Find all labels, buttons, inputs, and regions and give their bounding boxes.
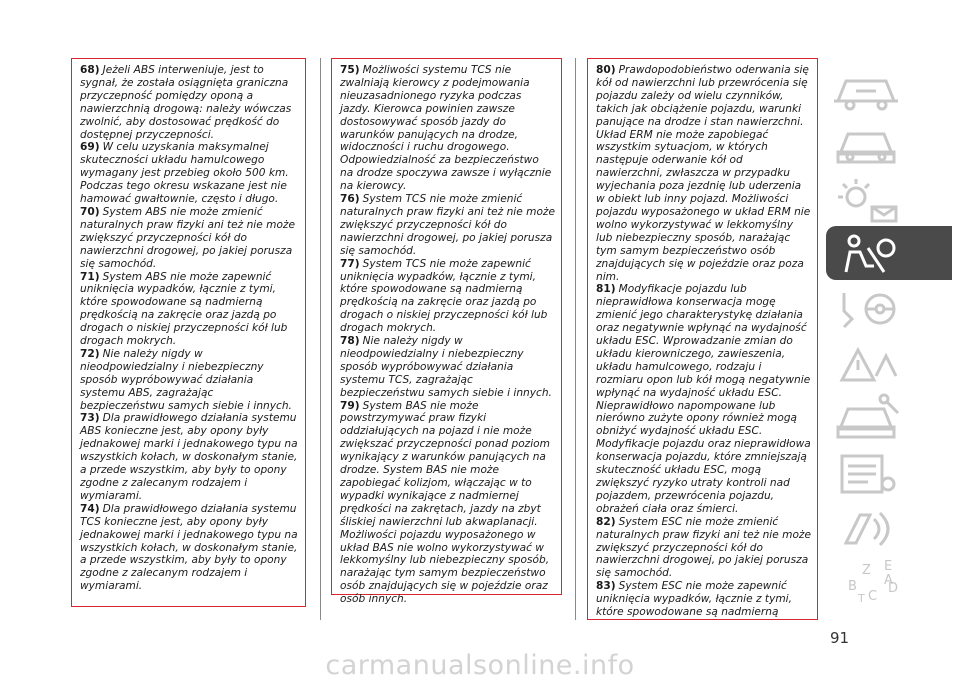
chapter-tab-technical[interactable] <box>826 446 952 500</box>
notes-column-2 <box>331 58 562 606</box>
note-number: 77) <box>340 257 360 270</box>
safety-note <box>340 258 555 335</box>
lights-climate-icon <box>826 171 952 225</box>
note-number: 80) <box>596 64 616 76</box>
chapter-tab-index[interactable] <box>826 556 952 610</box>
note-text: Nie należy nigdy w nieodpowiedzialny i niebezpieczny sposób wypróbowywać działania systemu ABS, zagrażając bezpieczeństwu samych siebie i innych. <box>80 347 292 412</box>
index-letter-a: A <box>884 573 893 588</box>
note-number: 72) <box>80 347 100 360</box>
note-text: Nie należy nigdy w nieodpowiedzialny i niebezpieczny sposób wypróbowywać działania systemu TCS, zagrażając bezpieczeństwu samych siebie i innych. <box>340 335 552 399</box>
safety-note <box>80 141 299 206</box>
note-text: System TCS nie może zapewnić uniknięcia wypadków, łącznie z tymi, które spowodowane są nadmierną prędkością na zakręcie oraz jazdą po drogach o niskiej przyczepności kół lub drogach mokrych. <box>340 257 548 335</box>
note-text: System BAS nie może powstrzymywać praw fizyki oddziałujących na pojazd i nie może zwiększać przyczepności ponad poziom wynikający z warunków panujących na drodze. System BAS nie może zapobiegać kolizjom, włączając w to wypadki wynikające z nadmiernej prędkości na zakrętach, jazdy na zbyt śliskiej nawierzchni lub akwaplanacji. Możliwości pojazdu wyposażonego w układ BAS nie wolno wykorzystywać w lekkomyślny lub niebezpieczny sposób, narażając tym samym bezpieczeństwo osób znajdujących się w pojeździe oraz osób innych. <box>340 399 550 606</box>
note-text: W celu uzyskania maksymalnej skuteczności układu hamulcowego wymagany jest przebieg około 500 km. Podczas tego okresu wskazane jest nie hamować gwałtownie, często i długo. <box>80 141 289 206</box>
safety-note <box>80 503 299 593</box>
watermark: carmanualsonline.info <box>0 648 960 683</box>
warning-emergency-icon <box>826 336 952 390</box>
index-letter-e: E <box>884 559 893 574</box>
note-number: 69) <box>80 141 100 154</box>
note-number: 79) <box>340 399 360 412</box>
chapter-tab-safety[interactable] <box>826 226 952 280</box>
note-text: Dla prawidłowego działania systemu TCS konieczne jest, aby opony były jednakowej marki i jednakowego typu na wszystkich kołach, w doskonałym stanie, a przede wszystkim, aby były to opony zgodne z zalecanym rodzajem i wymiarami. <box>80 502 298 593</box>
safety-note <box>80 271 299 348</box>
page-number: 91 <box>830 629 850 647</box>
index-letter-b: B <box>848 579 857 594</box>
note-text: System ABS nie może zapewnić uniknięcia wypadków, łącznie z tymi, które spowodowane są nadmierną prędkością na zakręcie oraz jazdą po drogach o niskiej przyczepności kół lub drogach mokrych. <box>80 270 288 348</box>
alphabetical-index-icon <box>826 556 952 610</box>
note-text: Modyfikacje pojazdu lub nieprawidłowa konserwacja mogę zmienić jego charakterystykę działania oraz negatywnie wpłynąć na wydajność układu ESC. Wprowadzanie zmian do układu kierowniczego, zawieszenia, układu hamulcowego, rodzaju i rozmiaru opon lub kół mogą negatywnie wpłynąć na wydajność układu ESC. Nieprawidłowo napompowane lub nierówno zużyte opony również mogą obniżyć wydajność układu ESC. Modyfikacje pojazdu oraz nieprawidłowa konserwacja pojazdu, które zmniejszają skuteczność układu ESC, mogą zwiększyć ryzyko utraty kontroli nad pojazdem, przewrócenia pojazdu, obrażeń ciała oraz śmierci. <box>596 283 811 515</box>
note-number: 71) <box>80 270 100 283</box>
column-divider <box>320 58 321 620</box>
chapter-tab-car[interactable] <box>826 116 952 170</box>
index-letter-c: C <box>868 589 878 604</box>
note-number: 83) <box>596 580 616 593</box>
note-number: 81) <box>596 283 616 296</box>
note-text: System ABS nie może zmienić naturalnych praw fizyki ani też nie może zwiększyć przyczepności kół do nawierzchni drogowej, po jakiej porusza się samochód. <box>80 205 296 270</box>
car-dashboard-icon <box>826 61 952 115</box>
safety-note <box>596 516 811 581</box>
note-text: Możliwości systemu TCS nie zwalniają kierowcy z podejmowania nieuzasadnionego ryzyka podczas jazdy. Kierowca powinien zawsze dostosowywać sposób jazdy do warunków panujących na drodze, widoczności i ruchu drogowego. Odpowiedzialność za bezpieczeństwo na drodze spoczywa zawsze i wyłącznie na kierowcy. <box>340 64 552 193</box>
index-letter-t: T <box>858 592 865 605</box>
chapter-tab-driving[interactable] <box>826 281 952 335</box>
safety-note <box>80 348 299 413</box>
note-text: System ESC nie może zapewnić uniknięcia wypadków, łącznie z tymi, które spowodowane są nadmierną <box>596 580 792 619</box>
notes-column-1 <box>71 58 306 607</box>
note-number: 75) <box>340 64 360 76</box>
column-divider <box>575 58 576 620</box>
note-number: 78) <box>340 335 360 348</box>
index-letter-z: Z <box>862 563 871 578</box>
note-text: System TCS nie może zmienić naturalnych praw fizyki ani też nie może zwiększyć przyczepności kół do nawierzchni drogowej, po jakiej porusza się samochód. <box>340 193 556 257</box>
safety-note <box>340 193 555 258</box>
note-number: 70) <box>80 205 100 218</box>
note-number: 73) <box>80 412 100 425</box>
car-front-icon <box>826 116 952 170</box>
maintenance-car-icon <box>826 391 952 445</box>
airbag-safety-icon <box>826 226 952 280</box>
safety-note <box>340 335 555 400</box>
note-number: 82) <box>596 515 616 528</box>
note-text: System ESC nie może zmienić naturalnych praw fizyki ani też nie może zwiększyć przyczepności kół do nawierzchni drogowej, po jakiej porusza się samochód. <box>596 515 812 580</box>
chapter-tab-emergency[interactable] <box>826 336 952 390</box>
chapter-tab-dashboard[interactable] <box>826 61 952 115</box>
safety-note <box>340 64 555 193</box>
chapter-tab-lights[interactable] <box>826 171 952 225</box>
notes-column-3 <box>587 58 818 620</box>
chapter-tab-multimedia[interactable] <box>826 501 952 555</box>
note-number: 68) <box>80 64 100 76</box>
chapter-tab-maintenance[interactable] <box>826 391 952 445</box>
safety-note <box>80 64 299 141</box>
safety-note <box>596 64 811 283</box>
note-text: Jeżeli ABS interweniuje, jest to sygnał, że została osiągnięta graniczna przyczepność pomiędzy oponą a nawierzchnią drogową: należy wówczas zwolnić, aby dostosować prędkość do dostępnej przyczepności. <box>80 64 292 141</box>
multimedia-icon <box>826 501 952 555</box>
driving-steering-icon <box>826 281 952 335</box>
safety-note <box>596 580 811 619</box>
technical-data-icon <box>826 446 952 500</box>
index-letter-d: D <box>888 581 899 596</box>
safety-note <box>340 400 555 607</box>
note-number: 74) <box>80 502 100 515</box>
note-number: 76) <box>340 193 360 206</box>
safety-note <box>596 283 811 515</box>
note-text: Dla prawidłowego działania systemu ABS konieczne jest, aby opony były jednakowej marki i jednakowego typu na wszystkich kołach, w doskonałym stanie, a przede wszystkim, aby były to opony zgodne z zalecanym rodzajem i wymiarami. <box>80 412 298 502</box>
note-text: Prawdopodobieństwo oderwania się kół od nawierzchni lub przewrócenia się pojazdu zależy od wielu czynników, takich jak obciążenie pojazdu, warunki panujące na drodze i stan nawierzchni. Układ ERM nie może zapobiegać wszystkim sytuacjom, w których następuje oderwanie kół od nawierzchni, zwłaszcza w przypadku wyjechania poza jezdnię lub uderzenia w obiekt lub inny pojazd. Możliwości pojazdu wyposażonego w układ ERM nie wolno wykorzystywać w lekkomyślny lub niebezpieczny sposób, narażając tym samym bezpieczeństwo osób znajdujących się w pojeździe oraz poza nim. <box>596 64 811 283</box>
safety-note <box>80 412 299 502</box>
safety-note <box>80 206 299 271</box>
